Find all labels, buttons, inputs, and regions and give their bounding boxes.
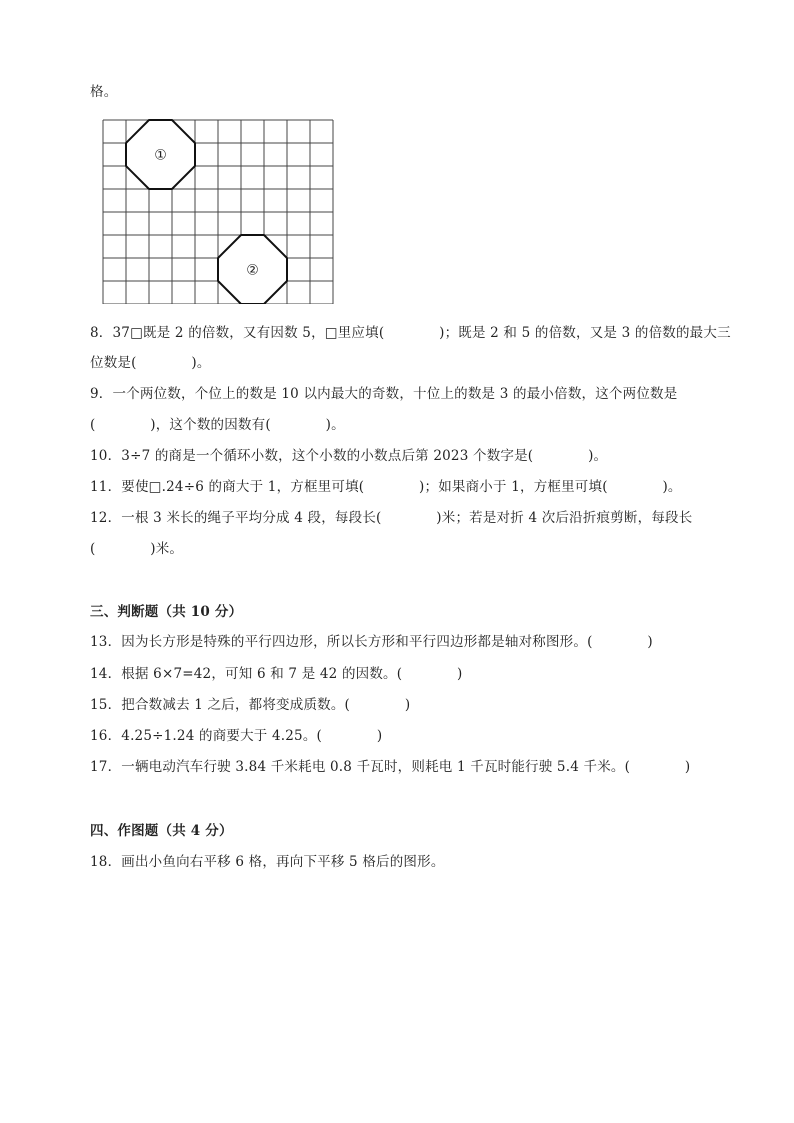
question-17: 17．一辆电动汽车行驶 3.84 千米耗电 0.8 千瓦时，则耗电 1 千瓦时能行驶 5.4 千米。( )	[90, 759, 691, 775]
question-12-line-2: ( )米。	[90, 541, 184, 557]
question-10: 10．3÷7 的商是一个循环小数，这个小数的小数点后第 2023 个数字是( )。	[90, 448, 608, 464]
question-18: 18．画出小鱼向右平移 6 格，再向下平移 5 格后的图形。	[90, 854, 445, 870]
octagon-grid-figure	[100, 118, 334, 308]
question-9-line-2: ( )，这个数的因数有( )。	[90, 417, 345, 433]
question-11: 11．要使□.24÷6 的商大于 1，方框里可填( )；如果商小于 1，方框里可填( )。	[90, 479, 682, 495]
octagon-label-2: ②	[246, 262, 259, 279]
question-8-line-1: 8．37□既是 2 的倍数，又有因数 5，□里应填( )；既是 2 和 5 的倍数，又是 3 的倍数的最大三	[90, 325, 731, 341]
section-4-title: 四、作图题（共 4 分）	[90, 823, 233, 839]
question-15: 15．把合数减去 1 之后，都将变成质数。( )	[90, 697, 411, 713]
question-8-line-2: 位数是( )。	[90, 355, 211, 371]
octagon-label-1: ①	[154, 147, 167, 164]
question-9-line-1: 9．一个两位数，个位上的数是 10 以内最大的奇数，十位上的数是 3 的最小倍数，这个两位数是	[90, 386, 678, 402]
question-12-line-1: 12．一根 3 米长的绳子平均分成 4 段，每段长( )米；若是对折 4 次后沿折痕剪断，每段长	[90, 510, 693, 526]
question-16: 16．4.25÷1.24 的商要大于 4.25。( )	[90, 728, 383, 744]
section-3-title: 三、判断题（共 10 分）	[90, 604, 243, 620]
grid-svg	[100, 118, 334, 304]
question-14: 14．根据 6×7=42，可知 6 和 7 是 42 的因数。( )	[90, 666, 463, 682]
intro-tail-text: 格。	[90, 84, 118, 100]
question-13: 13．因为长方形是特殊的平行四边形，所以长方形和平行四边形都是轴对称图形。( )	[90, 634, 653, 650]
